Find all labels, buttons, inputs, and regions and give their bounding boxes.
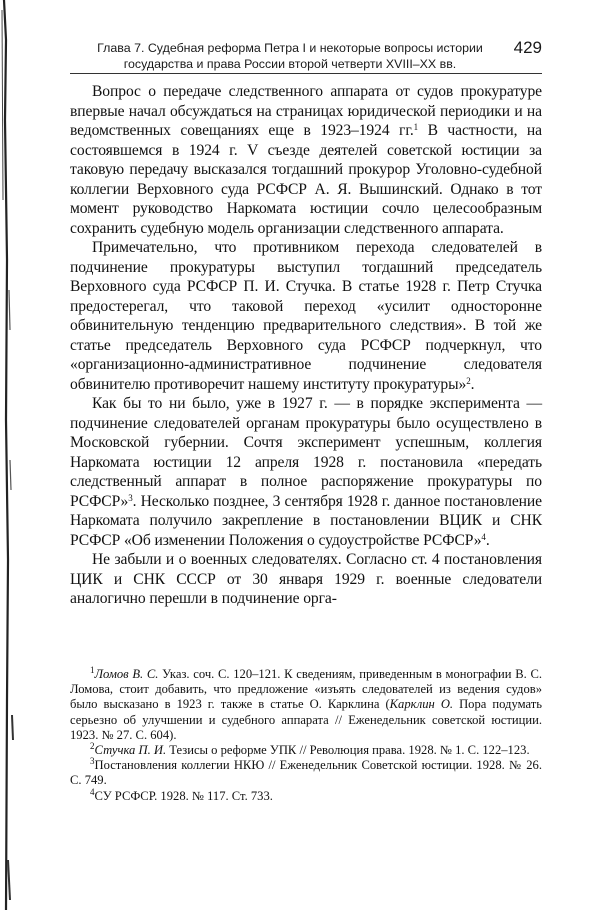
footnote	[70, 743, 542, 758]
footnote-ref: 2	[466, 375, 471, 386]
paragraph-text: Не забыли и о военных следователях. Согласно ст. 4 постановления ЦИК и СНК СССР от 30 января 1929 г. военные следователи аналогично перешли в подчинение орга-	[70, 551, 542, 607]
footnote	[70, 758, 542, 788]
running-title	[90, 40, 490, 72]
footnote-text: Пора подумать серьезно об улучшении и судебного аппарата // Еженедельник советской юстиции. 1923. № 27. С. 604).	[70, 697, 542, 742]
paragraph-text: Вопрос о передаче следственного аппарата от судов прокуратуре впервые начал обсуждаться на страницах юридической периодики и на ведомственных совещаниях еще в 1923–1924 гг.	[70, 83, 542, 139]
footnote-text: СУ РСФСР. 1928. № 117. Ст. 733.	[94, 788, 273, 803]
paragraph	[70, 550, 542, 609]
footnote-author: Ломов В. С.	[94, 667, 159, 681]
paragraph-text: .	[485, 531, 490, 549]
paragraph	[70, 238, 542, 394]
footnote-author: Карклин О.	[389, 697, 454, 712]
header-rule	[70, 73, 542, 74]
footnote-ref: 3	[128, 492, 133, 503]
footnote-text: Указ. соч. С. 120–121. К сведениям, приведенным в монографии В. С. Ломова, стоит добавить, что предложение «изъять следователей из ведения судов» было высказано в 1923 г. также в статье О. Карклина (	[70, 667, 542, 712]
footnote-author: Стучка П. И.	[94, 743, 167, 758]
paragraph	[70, 394, 542, 550]
footnote-ref: 4	[481, 531, 486, 542]
paragraph-text: В частности, на состоявшемся в 1924 г. V съезде деятелей советской юстиции за таковую передачу высказался тогдашний прокурор Уголовно-судебной коллегии Верховного суда РСФСР А. Я. Вышинский. Однако в тот момент руководство Наркомата юстиции сочло целесообразным сохранить судебную модель организации следственного аппарата.	[70, 122, 542, 237]
scan-binding-edge	[0, 0, 14, 910]
footnote-number: 1	[90, 665, 95, 675]
paragraph-text: . Несколько позднее, 3 сентября 1928 г. данное постановление Наркомата получило закрепление в постановлении ВЦИК и СНК РСФСР «Об изменении Положения о судоустройстве РСФСР»	[70, 492, 542, 549]
running-header	[70, 38, 542, 76]
page-number: 429	[513, 38, 542, 57]
paragraph-text: Примечательно, что противником перехода следователей в подчинение прокуратуры выступил тогдашний председатель Верховного суда РСФСР П. И. Стучка. В статье 1928 г. Петр Стучка предостерегал, что таковой переход «усилит односторонне обвинительную тенденцию предварительного следствия». В той же статье председатель Верховного суда РСФСР подчеркнул, что «организационно-административное подчинение следователя обвинителю противоречит нашему институту прокуратуры»	[70, 239, 542, 393]
paragraph-text: .	[470, 375, 475, 393]
footnote-text: Тезисы о реформе УПК // Революция права. 1928. № 1. С. 122–123.	[166, 743, 530, 758]
paragraph	[70, 82, 542, 238]
footnote-text: Постановления коллегии НКЮ // Еженедельник Советской юстиции. 1928. № 26. С. 749.	[70, 758, 542, 788]
footnote	[70, 667, 542, 743]
footnote-number: 4	[90, 786, 95, 797]
footnote	[70, 786, 542, 804]
footnote-number: 2	[90, 741, 95, 752]
footnote-ref: 1	[413, 122, 419, 132]
footnotes	[70, 667, 542, 804]
running-title-line-2: государства и права России второй четверти XVIII–XX вв.	[123, 57, 457, 71]
running-title-line-1: Глава 7. Судебная реформа Петра I и некоторые вопросы истории	[97, 41, 483, 55]
paragraph-text: Как бы то ни было, уже в 1927 г. — в порядке эксперимента — подчинение следователей органам прокуратуры было осуществлено в Московской губернии. Сочтя эксперимент успешным, коллегия Наркомата юстиции 12 апреля 1928 г. постановила «передать следственный аппарат в полное распоряжение прокуратуры по РСФСР»	[70, 395, 542, 510]
footnote-number: 3	[90, 756, 95, 767]
main-text	[70, 82, 542, 609]
